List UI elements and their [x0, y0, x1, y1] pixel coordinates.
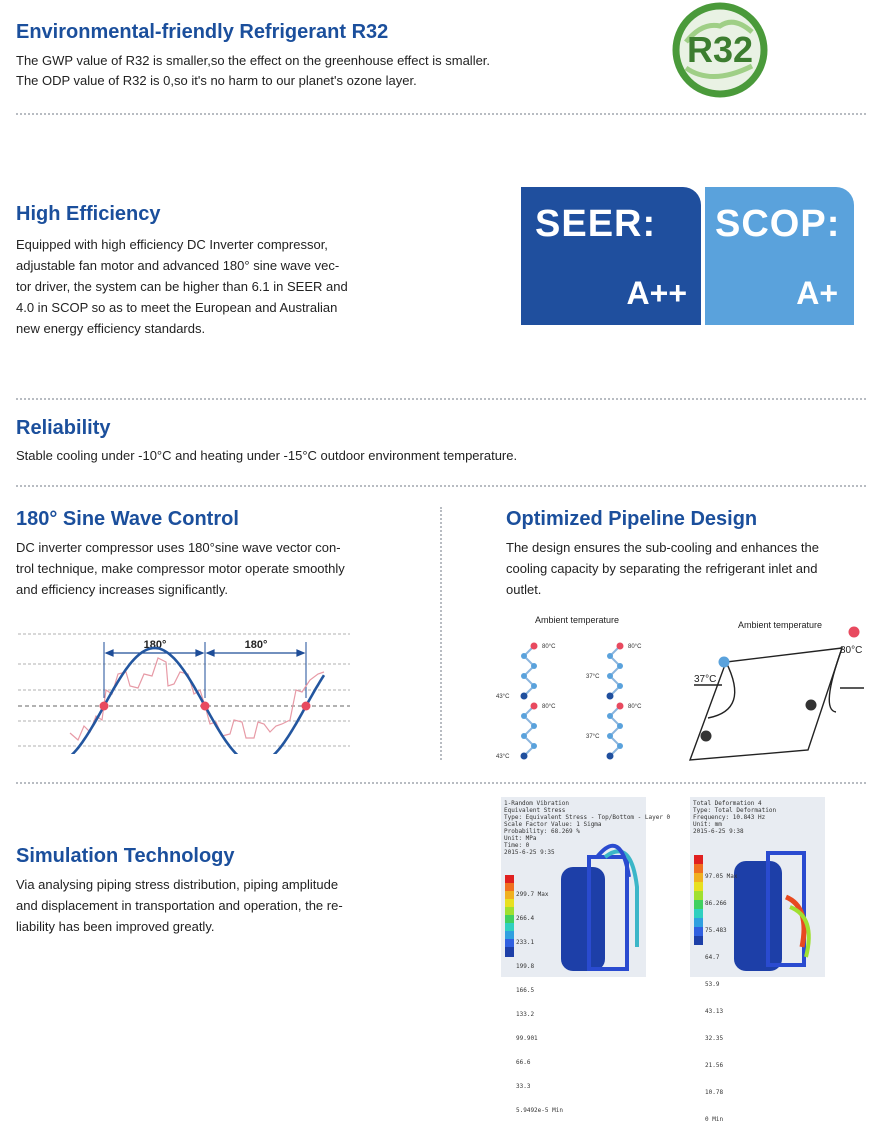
- span-label-2: 180°: [244, 639, 268, 651]
- deform-legend-7: 21.56: [705, 1062, 724, 1069]
- stress-simulation-image: [501, 797, 671, 1114]
- scop-badge: [705, 187, 854, 325]
- seer-grade: A++: [626, 275, 687, 311]
- deformation-simulation-image: [690, 797, 825, 1123]
- deform-legend-1: 86.266: [705, 900, 727, 907]
- big-t80: 80°C: [840, 645, 863, 656]
- ambient-label-2: Ambient temperature: [737, 620, 823, 630]
- stress-legend-0: 299.7 Max: [516, 891, 549, 898]
- stress-sim-header: 1-Random Vibration Equivalent Stress Type: Equivalent Stress - Top/Bottom - Layer 0 Scale Factor Value: 1 Sigma Probability: 68.269 % Unit: MPa Time: 0 2015-6-25 9:35: [504, 800, 671, 856]
- efficiency-line-4: 4.0 in SCOP so as to meet the European and Australian: [16, 300, 338, 315]
- deform-legend-0: 97.05 Max: [705, 873, 738, 880]
- stress-legend-2: 233.1: [516, 939, 535, 946]
- efficiency-line-2: adjustable fan motor and advanced 180° sine wave vec-: [16, 258, 340, 273]
- efficiency-description: [16, 234, 386, 339]
- deform-legend-4: 53.9: [705, 981, 720, 988]
- sine-title: 180° Sine Wave Control: [16, 508, 239, 530]
- coil1-t43-a: 43°C: [496, 694, 510, 700]
- coil2-t37-b: 37°C: [586, 734, 600, 740]
- r32-line-2: The ODP value of R32 is 0,so it's no harm to our planet's ozone layer.: [16, 73, 417, 88]
- efficiency-line-3: tor driver, the system can be higher than 6.1 in SEER and: [16, 279, 348, 294]
- r32-logo: [672, 2, 768, 98]
- deform-sim-header: Total Deformation 4 Type: Total Deformation Frequency: 10.843 Hz Unit: mm 2015-6-25 9:38: [693, 800, 777, 835]
- stress-legend-7: 66.6: [516, 1059, 531, 1066]
- reliability-text: Stable cooling under -10°C and heating under -15°C outdoor environment temperature.: [16, 448, 518, 463]
- r32-logo-text: R32: [686, 29, 754, 70]
- coil1-t80-a: 80°C: [542, 644, 556, 650]
- stress-legend-6: 99.901: [516, 1035, 538, 1042]
- stress-legend-4: 166.5: [516, 987, 535, 994]
- seer-label: SEER:: [535, 203, 657, 245]
- pipeline-line-1: The design ensures the sub-cooling and enhances the: [506, 540, 819, 555]
- simulation-line-1: Via analysing piping stress distribution, piping amplitude: [16, 877, 339, 892]
- stress-legend-8: 33.3: [516, 1083, 531, 1090]
- scop-grade: A+: [796, 275, 838, 311]
- efficiency-line-5: new energy efficiency standards.: [16, 321, 206, 336]
- simulation-line-3: liability has been improved greatly.: [16, 919, 215, 934]
- reliability-title: Reliability: [16, 417, 111, 439]
- divider-1: [16, 113, 866, 115]
- sine-line-1: DC inverter compressor uses 180°sine wave vector con-: [16, 540, 341, 555]
- vertical-divider: [440, 507, 442, 760]
- ambient-label-1: Ambient temperature: [534, 615, 620, 625]
- coil1-t80-b: 80°C: [542, 704, 556, 710]
- pipeline-diagram: [490, 610, 870, 770]
- r32-title: Environmental-friendly Refrigerant R32: [16, 21, 389, 43]
- stress-legend-9: 5.9492e-5 Min: [516, 1107, 563, 1114]
- stress-legend-5: 133.2: [516, 1011, 535, 1018]
- pipeline-line-2: cooling capacity by separating the refrigerant inlet and: [506, 561, 818, 576]
- coil2-t80-a: 80°C: [628, 644, 642, 650]
- sine-line-2: trol technique, make compressor motor operate smoothly: [16, 561, 345, 576]
- stress-legend-1: 266.4: [516, 915, 535, 922]
- simulation-description: [16, 874, 386, 937]
- sine-line-3: and efficiency increases significantly.: [16, 582, 228, 597]
- deform-legend-3: 64.7: [705, 954, 720, 961]
- r32-description: [16, 51, 616, 91]
- sine-description: [16, 537, 386, 600]
- deform-legend-8: 10.78: [705, 1089, 724, 1096]
- span-label-1: 180°: [143, 639, 167, 651]
- stress-sim-legend: [516, 875, 563, 1131]
- simulation-title: Simulation Technology: [16, 845, 235, 867]
- scop-label: SCOP:: [715, 203, 841, 245]
- deform-sim-legend: [705, 854, 738, 1142]
- pipeline-description: [506, 537, 868, 600]
- simulation-line-2: and displacement in transportation and operation, the re-: [16, 898, 343, 913]
- divider-3: [16, 485, 866, 487]
- divider-2: [16, 398, 866, 400]
- big-t37: 37°C: [694, 674, 717, 685]
- efficiency-line-1: Equipped with high efficiency DC Inverter compressor,: [16, 237, 328, 252]
- pipeline-line-3: outlet.: [506, 582, 542, 597]
- coil1-t43-b: 43°C: [496, 754, 510, 760]
- deform-legend-9: 0 Min: [705, 1116, 724, 1123]
- divider-4: [16, 782, 866, 784]
- stress-legend-3: 199.8: [516, 963, 535, 970]
- deform-legend-2: 75.483: [705, 927, 727, 934]
- deform-legend-5: 43.13: [705, 1008, 724, 1015]
- deform-legend-6: 32.35: [705, 1035, 724, 1042]
- sine-wave-diagram: [18, 628, 354, 754]
- r32-line-1: The GWP value of R32 is smaller,so the effect on the greenhouse effect is smaller.: [16, 53, 491, 68]
- coil2-t37-a: 37°C: [586, 674, 600, 680]
- coil2-t80-b: 80°C: [628, 704, 642, 710]
- pipeline-title: Optimized Pipeline Design: [506, 508, 758, 530]
- efficiency-title: High Efficiency: [16, 203, 161, 225]
- seer-badge: [521, 187, 701, 325]
